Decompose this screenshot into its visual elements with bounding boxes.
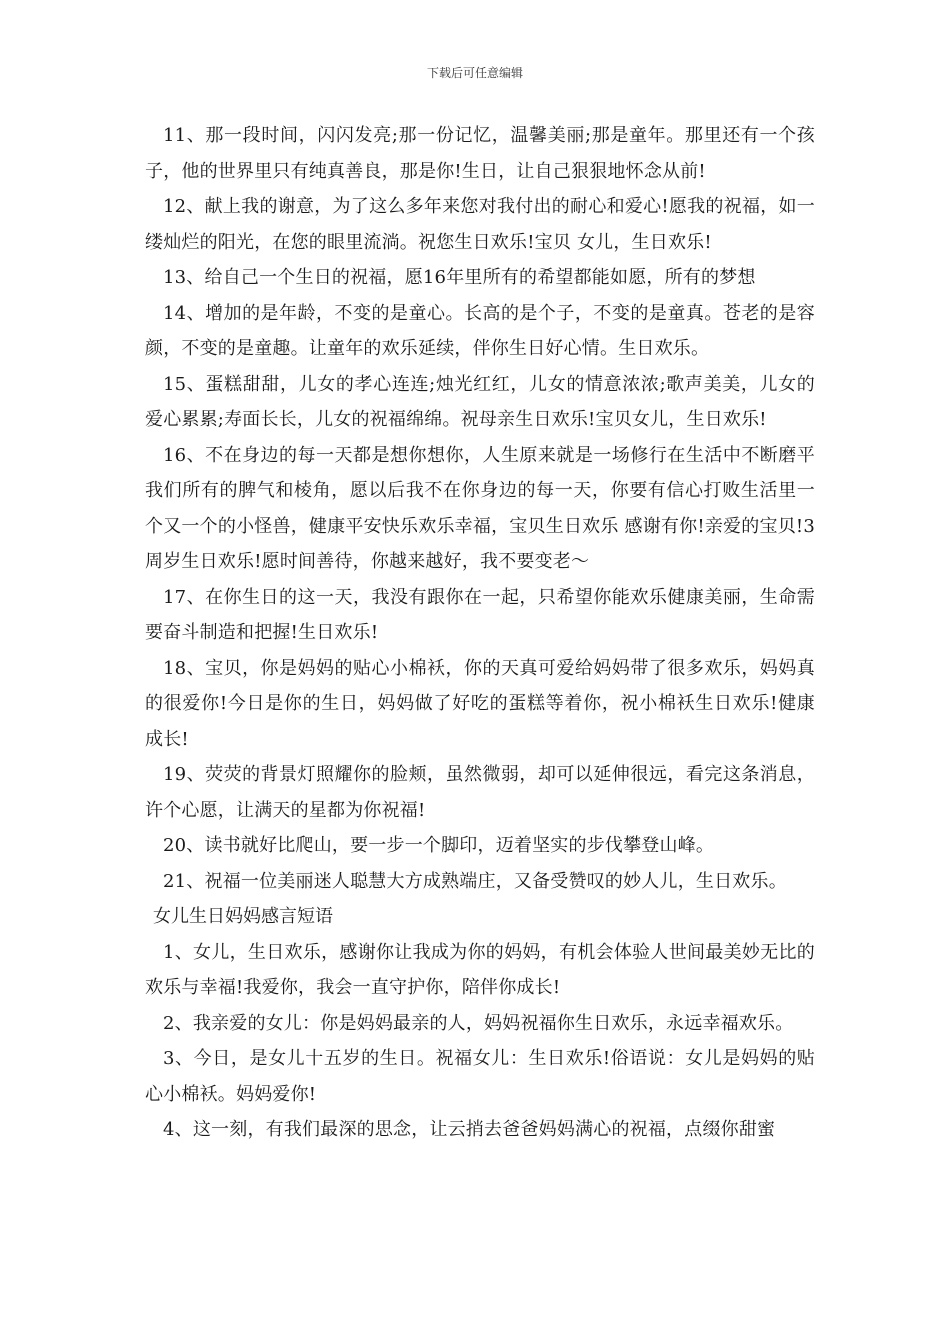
- page-header: 下载后可任意编辑: [426, 66, 523, 80]
- section-paragraph-2: 2、我亲爱的女儿：你是妈妈最亲的人，妈妈祝福你生日欢乐，永远幸福欢乐。: [163, 1012, 794, 1034]
- section-paragraph-4: 4、这一刻，有我们最深的思念，让云捎去爸爸妈妈满心的祝福，点缀你甜蜜: [163, 1119, 776, 1140]
- paragraph-15: 15、蛋糕甜甜，儿女的孝心连连;烛光红红，儿女的情意浓浓;歌声美美，儿女的爱心累累;寿面长长，儿女的祝福绵绵。祝母亲生日欢乐!宝贝女儿，生日欢乐!: [145, 373, 815, 430]
- section-title: 女儿生日妈妈感言短语: [153, 906, 333, 927]
- paragraph-17: 17、在你生日的这一天，我没有跟你在一起，只希望你能欢乐健康美丽，生命需要奋斗制造和把握!生日欢乐!: [145, 586, 815, 643]
- section-paragraph-1: 1、女儿，生日欢乐，感谢你让我成为你的妈妈，有机会体验人世间最美妙无比的欢乐与幸福!我爱你，我会一直守护你，陪伴你成长!: [145, 941, 815, 998]
- paragraph-19: 19、荧荧的背景灯照耀你的脸颊，虽然微弱，却可以延伸很远，看完这条消息，许个心愿，让满天的星都为你祝福!: [145, 764, 815, 821]
- document-body: [145, 118, 815, 1148]
- paragraph-21: 21、祝福一位美丽迷人聪慧大方成熟端庄，又备受赞叹的妙人儿，生日欢乐。: [163, 870, 787, 892]
- paragraph-12: 12、献上我的谢意，为了这么多年来您对我付出的耐心和爱心!愿我的祝福，如一缕灿烂的阳光，在您的眼里流淌。祝您生日欢乐!宝贝 女儿，生日欢乐!: [145, 196, 815, 253]
- section-paragraph-3: 3、今日，是女儿十五岁的生日。祝福女儿：生日欢乐!俗语说：女儿是妈妈的贴心小棉袄。妈妈爱你!: [145, 1048, 815, 1105]
- paragraph-16: 16、不在身边的每一天都是想你想你，人生原来就是一场修行在生活中不断磨平我们所有的脾气和棱角，愿以后我不在你身边的每一天，你要有信心打败生活里一个又一个的小怪兽，健康平安快乐欢乐幸福，宝贝生日欢乐 感谢有你!亲爱的宝贝!3周岁生日欢乐!愿时间善待，你越来越好，我不要变老～: [145, 444, 815, 572]
- paragraph-18: 18、宝贝，你是妈妈的贴心小棉袄，你的天真可爱给妈妈带了很多欢乐，妈妈真的很爱你!今日是你的生日，妈妈做了好吃的蛋糕等着你，祝小棉袄生日欢乐!健康成长!: [145, 657, 815, 750]
- paragraph-13: 13、给自己一个生日的祝福，愿16年里所有的希望都能如愿，所有的梦想: [163, 267, 756, 288]
- paragraph-20: 20、读书就好比爬山，要一步一个脚印，迈着坚实的步伐攀登山峰。: [163, 835, 715, 856]
- paragraph-11: 11、那一段时间，闪闪发亮;那一份记忆，温馨美丽;那是童年。那里还有一个孩子，他的世界里只有纯真善良，那是你!生日，让自己狠狠地怀念从前!: [145, 125, 815, 182]
- paragraph-14: 14、增加的是年龄，不变的是童心。长高的是个子，不变的是童真。苍老的是容颜，不变的是童趣。让童年的欢乐延续，伴你生日好心情。生日欢乐。: [145, 302, 815, 359]
